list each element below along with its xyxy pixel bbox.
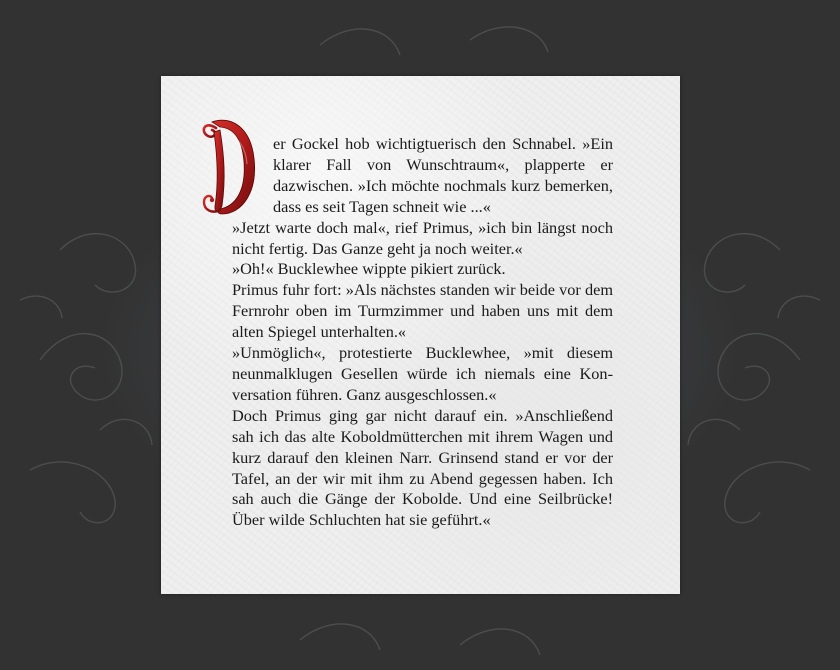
- paragraph: Primus fuhr fort: »Als nächstes standen wir beide vor dem Fernrohr oben im Turmzimmer und haben uns mit dem alten Spiegel unterhalten.«: [232, 280, 613, 342]
- opening-paragraph: [232, 134, 613, 218]
- chapter-text: [232, 134, 613, 531]
- opening-line-2: »Ein klarer Fall von Wunschtraum«, plapperte er: [273, 134, 613, 174]
- paragraph: »Unmöglich«, protestierte Bucklewhee, »mit diesem neunmalklugen Gesellen würde ich niemals eine Kon-versation führen. Ganz ausgeschlossen.«: [232, 343, 613, 404]
- opening-line-4: bemerken, dass es seit Tagen schneit wie ...«: [273, 175, 613, 216]
- opening-line-3: dazwischen. »Ich möchte nochmals kurz: [273, 175, 541, 195]
- paragraph: »Jetzt warte doch mal«, rief Primus, »ich bin längst noch nicht fertig. Das Ganze geht ja noch weiter.«: [232, 217, 613, 258]
- paragraph: »Oh!« Bucklewhee wippte pikiert zurück.: [232, 259, 506, 279]
- paragraph: Doch Primus ging gar nicht darauf ein. »Anschließend sah ich das alte Koboldmütterchen mit ihrem Wagen und kurz darauf den kleinen Narr. Grinsend stand er vor der Tafel, an der wir mit ihm zu Abend gegessen haben. Ich sah auch die Gänge der Kobolde. Und eine Seilbrücke! Über wilde Schluchten hat sie geführt.«: [232, 405, 613, 530]
- opening-line-1: er Gockel hob wichtigtuerisch den Schnabel.: [273, 134, 576, 153]
- book-page: [161, 76, 680, 594]
